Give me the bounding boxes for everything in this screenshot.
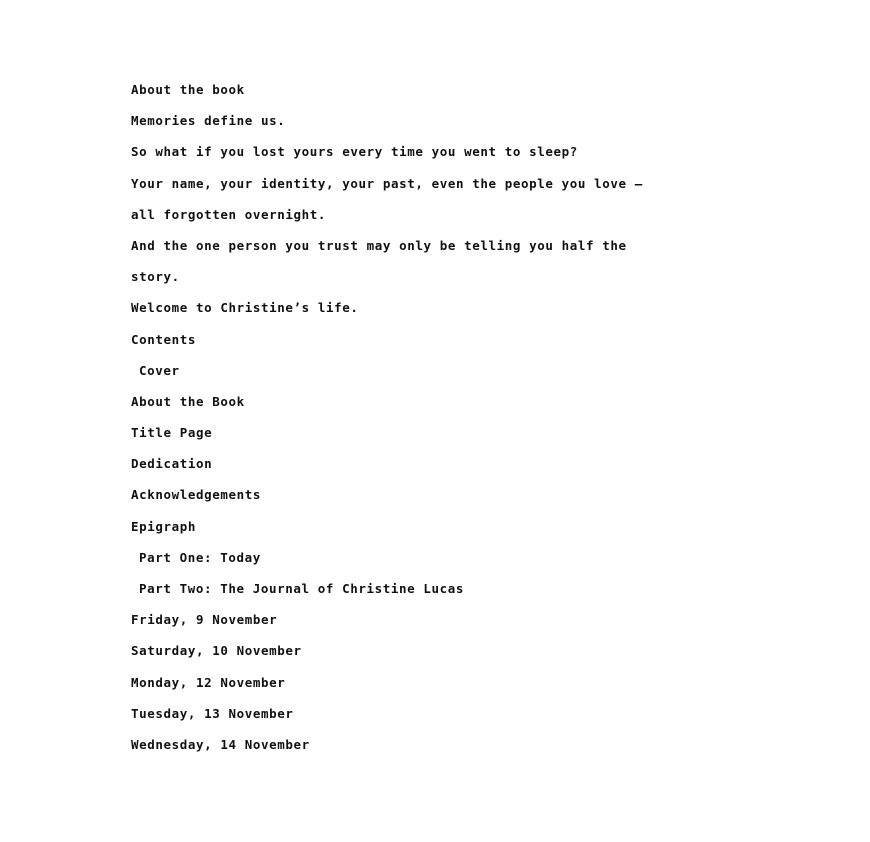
toc-item-tuesday[interactable]: Tuesday, 13 November <box>131 705 294 721</box>
about-paragraph: And the one person you trust may only be telling you half the <box>131 237 627 253</box>
toc-item-monday[interactable]: Monday, 12 November <box>131 674 286 690</box>
about-paragraph: Memories define us. <box>131 113 286 129</box>
toc-item-friday[interactable]: Friday, 9 November <box>131 612 278 628</box>
contents-heading: Contents <box>131 331 197 347</box>
toc-item-title-page[interactable]: Title Page <box>131 425 213 441</box>
about-paragraph: Your name, your identity, your past, even the people you love — <box>131 175 643 191</box>
toc-item-cover[interactable]: Cover <box>139 362 180 378</box>
about-paragraph: story. <box>131 269 180 285</box>
toc-item-wednesday[interactable]: Wednesday, 14 November <box>131 736 310 752</box>
about-heading: About the book <box>131 82 245 97</box>
about-paragraph: So what if you lost yours every time you went to sleep? <box>131 144 578 160</box>
toc-item-dedication[interactable]: Dedication <box>131 456 213 472</box>
toc-item-epigraph[interactable]: Epigraph <box>131 518 197 534</box>
toc-item-about-the-book[interactable]: About the Book <box>131 393 245 409</box>
about-paragraph: all forgotten overnight. <box>131 206 327 222</box>
toc-item-part-two[interactable]: Part Two: The Journal of Christine Lucas <box>139 581 465 596</box>
toc-item-part-one[interactable]: Part One: Today <box>139 549 261 565</box>
toc-item-acknowledgements[interactable]: Acknowledgements <box>131 487 262 503</box>
book-page <box>131 74 831 760</box>
about-paragraph: Welcome to Christine’s life. <box>131 300 359 316</box>
toc-item-saturday[interactable]: Saturday, 10 November <box>131 643 302 659</box>
